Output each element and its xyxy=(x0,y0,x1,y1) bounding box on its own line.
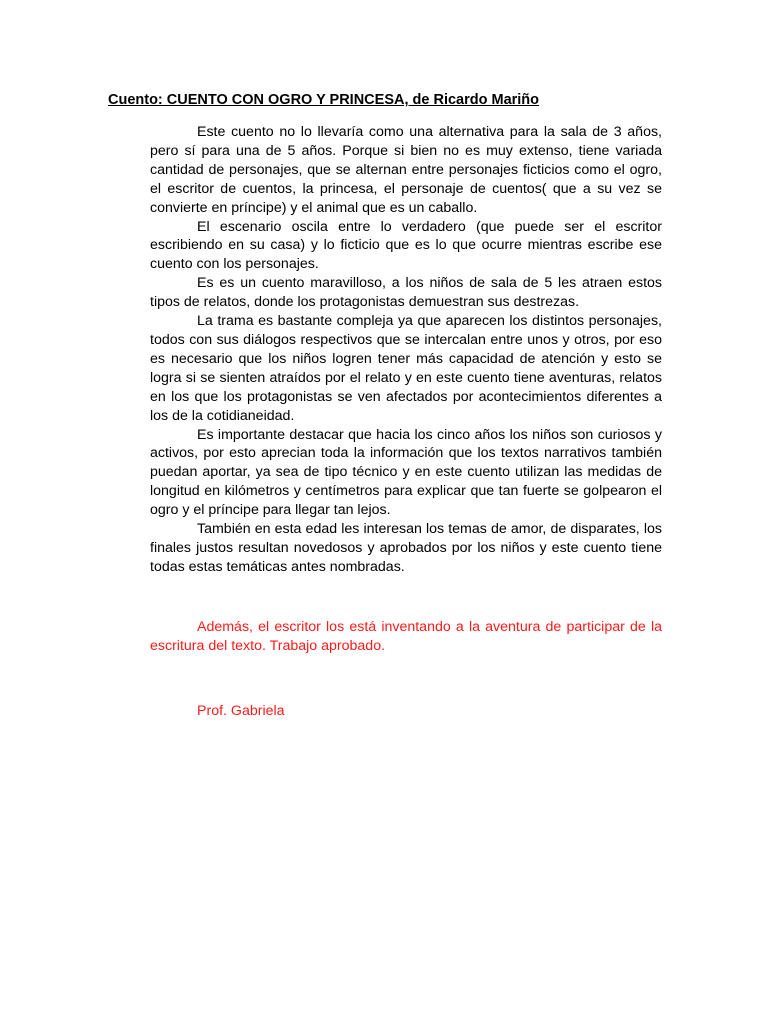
paragraph-2: El escenario oscila entre lo verdadero (que puede ser el escritor escribiendo en su casa) y lo ficticio que es lo que ocurre mientras escribe ese cuento con los personajes. xyxy=(150,218,662,273)
paragraph-5: Es importante destacar que hacia los cinco años los niños son curiosos y activos, por esto aprecian toda la información que los textos narrativos también puedan aportar, ya sea de tipo técnico y en este cuento utilizan las medidas de longitud en kilómetros y centímetros para explicar que tan fuerte se golpearon el ogro y el príncipe para llegar tan lejos. xyxy=(150,426,662,519)
paragraph-1: Este cuento no lo llevaría como una alternativa para la sala de 3 años, pero sí para una de 5 años. Porque si bien no es muy extenso, tiene variada cantidad de personajes, que se alternan entre personajes ficticios como el ogro, el escritor de cuentos, la princesa, el personaje de cuentos( que a su vez se convierte en príncipe) y el animal que es un caballo. xyxy=(150,124,662,216)
teacher-comment: Además, el escritor los está inventando a la aventura de participar de la escritura del texto. Trabajo aprobado. xyxy=(150,619,662,654)
paragraph-3: Es es un cuento maravilloso, a los niños de sala de 5 les atraen estos tipos de relatos, donde los protagonistas demuestran sus destrezas. xyxy=(150,275,662,311)
paragraph-6: También en esta edad les interesan los temas de amor, de disparates, los finales justos resultan novedosos y aprobados por los niños y este cuento tiene todas estas temáticas antes nombradas. xyxy=(150,521,662,575)
document-title: Cuento: CUENTO CON OGRO Y PRINCESA, de Ricardo Mariño xyxy=(108,92,540,108)
document-body xyxy=(150,123,662,577)
teacher-signature: Prof. Gabriela xyxy=(197,703,285,719)
paragraph-4: La trama es bastante compleja ya que aparecen los distintos personajes, todos con sus diálogos respectivos que se intercalan entre unos y otros, por eso es necesario que los niños logren tener más capacidad de atención y esto se logra si se sienten atraídos por el relato y en este cuento tiene aventuras, relatos en los que los protagonistas se ven afectados por acontecimientos diferentes a los de la cotidianeidad. xyxy=(150,313,662,424)
